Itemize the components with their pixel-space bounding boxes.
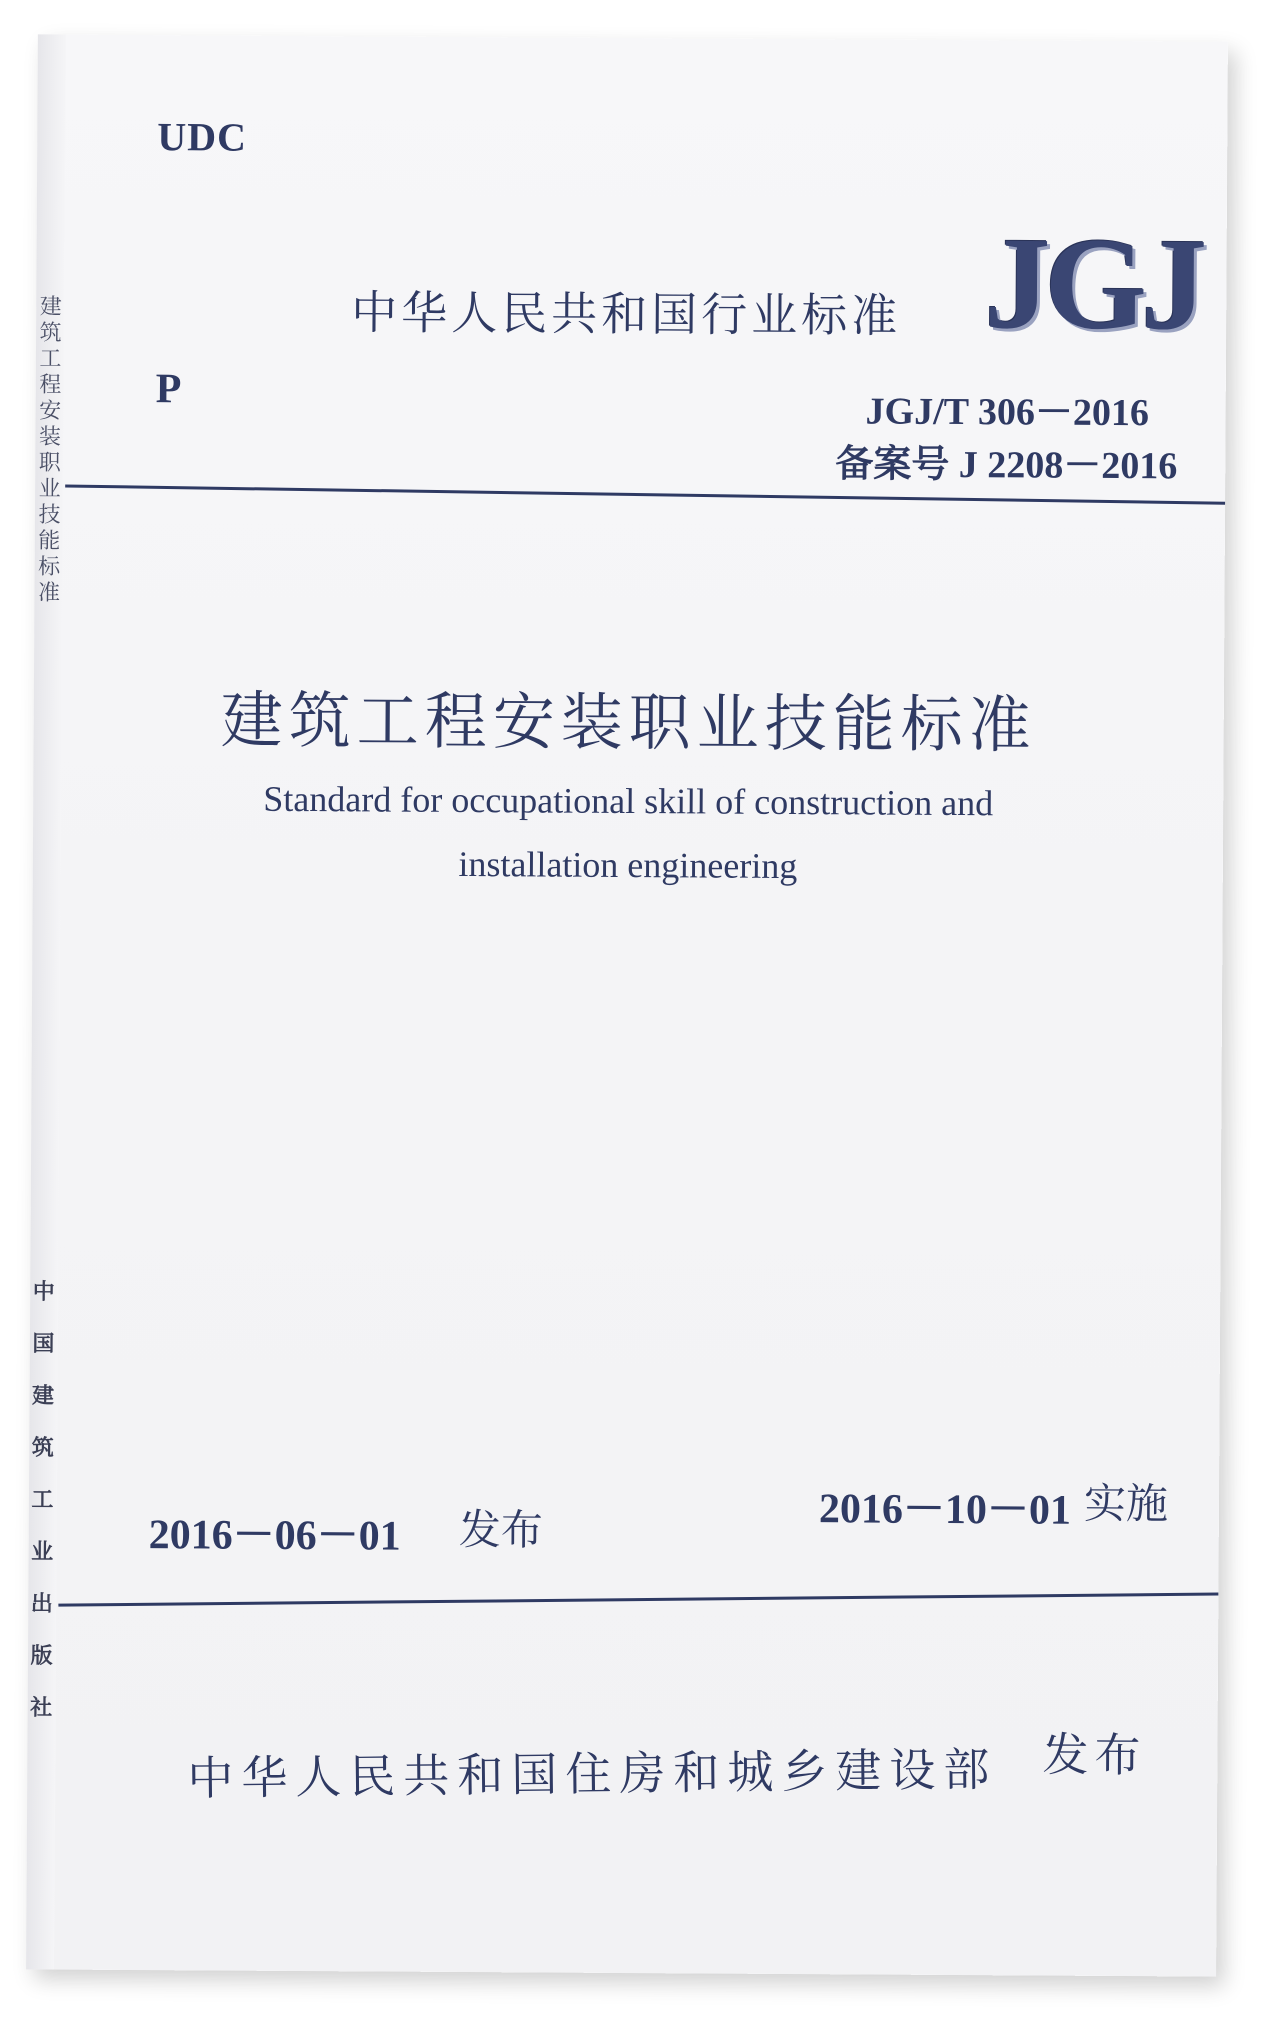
record-number: 备案号 J 2208－2016 bbox=[835, 443, 1178, 488]
jgj-logo: JGJ bbox=[983, 209, 1202, 358]
implement-label: 实施 bbox=[1083, 1478, 1169, 1529]
spine-publisher: 中国建筑工业出版社 bbox=[26, 1279, 56, 1748]
udc-label: UDC bbox=[157, 114, 248, 160]
standard-code: JGJ/T 306－2016 bbox=[865, 390, 1150, 435]
book-cover bbox=[26, 34, 1228, 1976]
issuing-ministry: 中华人民共和国住房和城乡建设部 bbox=[187, 1742, 998, 1806]
implement-date: 2016－10－01 bbox=[818, 1486, 1072, 1534]
bottom-divider bbox=[58, 1593, 1218, 1607]
publish-date: 2016－06－01 bbox=[148, 1512, 401, 1560]
industry-standard-heading: 中华人民共和国行业标准 bbox=[351, 285, 902, 343]
title-chinese: 建筑工程安装职业技能标准 bbox=[220, 683, 1037, 762]
publish-label: 发布 bbox=[458, 1504, 543, 1555]
issuer-label: 发布 bbox=[1042, 1727, 1147, 1783]
spine-title: 建筑工程安装职业技能标准 bbox=[34, 294, 62, 607]
title-english-line1: Standard for occupational skill of construction and bbox=[263, 778, 994, 824]
category-letter: P bbox=[155, 366, 182, 413]
book-spine bbox=[26, 34, 66, 1969]
title-english-line2: installation engineering bbox=[458, 843, 798, 887]
